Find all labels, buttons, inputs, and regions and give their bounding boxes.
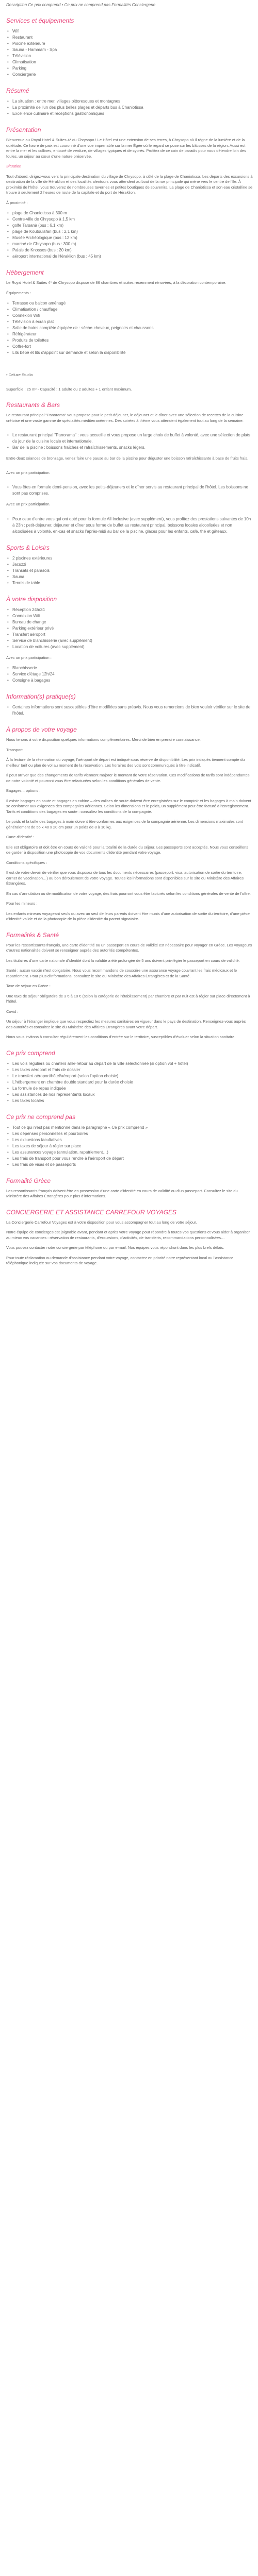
list-item: • Le transfert aéroport/hôtel/aéroport (selon l'option choisie) [6, 1073, 253, 1079]
formalites-paragraph: Taxe de séjour en Grèce : [6, 984, 51, 988]
conciergerie-paragraph: Pour toute réclamation ou demande d'assistance pendant votre voyage, contactez en priorité notre représentant local ou l'assistance téléphonique indiquée sur vos documents de voyage. [6, 1255, 234, 1265]
list-item: • Les assistances de nos représentants locaux [6, 1092, 253, 1098]
services-heading: Services et équipements [6, 17, 74, 24]
situation-label: Situation [6, 164, 22, 168]
list-item: • Conciergerie [6, 72, 253, 78]
list-item: • Transats et parasols [6, 568, 253, 574]
list-item: • Les taxes de séjour à régler sur place [6, 1143, 253, 1149]
apropos-paragraph: Il est de votre devoir de vérifier que vous disposez de tous les documents nécessaires (passeport, visa, autorisation de sortie du territoire, carnet de vaccination…) au bon déroulement de votre voyage. Toutes les informations sont disponibles sur le site du Ministère des Affaires Étrangères. [6, 870, 244, 886]
list-item: • Jacuzzi [6, 562, 253, 568]
apropos-paragraph: Elle est obligatoire et doit être en cours de validité pour la totalité de la durée du séjour. Les passeports sont acceptés. Nous vous conseillons de garder à disposition une photocopie de vos documents d'identité pendant votre voyage. [6, 844, 249, 855]
list-item: • Les frais de visas et de passeports [6, 1162, 253, 1168]
resume-list [6, 98, 253, 117]
list-item: • Parking extérieur privé [6, 625, 253, 632]
formalites-paragraph: Nous vous invitons à consulter régulièrement les conditions d'entrée sur le territoire, susceptibles d'évoluer selon la situation sanitaire. [6, 1035, 236, 1039]
list-item: • Climatisation / chauffage [6, 307, 253, 313]
conciergerie-heading: CONCIERGERIE ET ASSISTANCE CARREFOUR VOYAGES [6, 1208, 177, 1216]
list-item: • La situation : entre mer, villages pittoresques et montagnes [6, 98, 253, 105]
formalite-grece-paragraph: Les ressortissants français doivent être en possession d'une carte d'identité en cours de validité ou d'un passeport. Consultez le site du Ministère des Affaires Étrangères pour plus d'informations. [6, 1188, 238, 1198]
formalites-paragraph: Un séjour à l'étranger implique que vous respectiez les mesures sanitaires en vigueur dans le pays de destination. Renseignez-vous auprès des autorités et consultez le site du Ministère des Affaires Étrangères avant votre départ. [6, 1019, 246, 1029]
list-item: • Télévision à écran plat [6, 319, 253, 325]
list-item: • 2 piscines extérieures [6, 555, 253, 562]
apropos-heading: À propos de votre voyage [6, 726, 77, 733]
list-item: • Transfert aéroport [6, 632, 253, 638]
list-item: • Produits de toilettes [6, 337, 253, 344]
spa-list [6, 665, 253, 684]
list-item: • Centre-ville de Chrysopo à 1,5 km [6, 216, 253, 223]
apropos-paragraph: Il peut arriver que des changements de tarifs viennent majorer le montant de votre réservation. Ces modifications de tarifs sont indépendantes de notre volonté et pourront vous être refacturées selon les conditions générales de vente. [6, 773, 250, 783]
list-item: • Salle de bains complète équipée de : sèche-cheveux, peignoirs et chaussons [6, 325, 253, 331]
list-item: • Terrasse ou balcon aménagé [6, 300, 253, 307]
formalites-paragraph: Une taxe de séjour obligatoire de 3 € à 10 € (selon la catégorie de l'établissement) par chambre et par nuit est à régler sur place directement à l'hôtel. [6, 993, 250, 1004]
conciergerie-paragraph: La Conciergerie Carrefour Voyages est à votre disposition pour vous accompagner tout au long de votre séjour. [6, 1219, 197, 1225]
comprend-list [6, 1061, 253, 1104]
room-type-label: • Deluxe Studio [6, 372, 33, 377]
list-item: • Coffre-fort [6, 344, 253, 350]
list-item: • aéroport international de Héraklion (bus : 45 km) [6, 253, 253, 260]
list-item: • Sauna - Hammam - Spa [6, 47, 253, 53]
allinc-list [6, 516, 253, 535]
apropos-paragraph: Le poids et la taille des bagages à main doivent être conformes aux exigences de la compagnie aérienne. Les dimensions maximales sont généralement de 55 x 40 x 20 cm pour un poids de 8 à 10 kg. [6, 819, 244, 829]
apropos-paragraph: Carte d'identité : [6, 835, 35, 839]
formalites-heading: Formalités & Santé [6, 931, 59, 939]
sports-heading: Sports & Loisirs [6, 544, 50, 551]
list-item: • Consigne à bagages [6, 677, 253, 684]
restaurants-paragraph: Le restaurant principal "Panorama" vous propose pour le petit-déjeuner, le déjeuner et le dîner avec une sélection de recettes de la cuisine crétoise et une vaste gamme de spécialités méditerranéennes. Des soirées à thème vous attendent également tout au long de la semaine. [6, 413, 244, 423]
list-item: • Climatisation [6, 59, 253, 65]
list-item: • Tout ce qui n'est pas mentionné dans le paragraphe « Ce prix comprend » [6, 1125, 253, 1131]
apropos-paragraph: Les enfants mineurs voyageant seuls ou avec un seul de leurs parents doivent être munis d'une autorisation de sortie du territoire, d'une pièce d'identité valide et de la photocopie de la pièce d'identité du parent signataire. [6, 911, 250, 921]
intro-text: Description Ce prix comprend • Ce prix ne comprend pas Formalités Conciergerie [6, 3, 156, 7]
presentation-heading: Présentation [6, 126, 41, 133]
presentation-paragraph: Tout d'abord, dirigez-vous vers la principale destination du village de Chrysopo, à côté de la plage de Chaniotissa. Les départs des excursions à destination de la ville de Héraklion et des localités alentours vous attendent au bout de la rue principale qui mène vers le centre de l'île. À proximité de l'hôtel, vous trouverez de nombreuses tavernes et petites boutiques de souvenirs. La plage de Chaniotissa et son eau cristalline se trouve à seulement 2 heures de route de la capitale et du port de Héraklion. [6, 174, 253, 195]
list-item: • Pour ceux d'entre vous qui ont opté pour la formule All Inclusive (avec supplément), vous profitez des prestations suivantes de 10h à 23h : petit-déjeuner, déjeuner et dîner sous forme de buffet au restaurant principal, boissons locales alcoolisées et non alcoolisées à volonté, en-cas et snacks l'après-midi au bar de la piscine, glaces pour les enfants, café, thé et gâteaux. [6, 516, 253, 535]
apropos-paragraph: En cas d'annulation ou de modification de votre voyage, des frais pourront vous être facturés selon les conditions générales de vente de l'offre. [6, 891, 251, 896]
list-item: • La proximité de l'un des plus belles plages et départs bus à Chaniotissa [6, 105, 253, 111]
equipements-list [6, 300, 253, 356]
formules-list [6, 484, 253, 497]
list-item: • plage de Koutoulafari (bus : 2,1 km) [6, 229, 253, 235]
list-item: • Bureau de change [6, 619, 253, 625]
list-item: • Parking [6, 65, 253, 72]
list-item: • marché de Chrysopo (bus : 300 m) [6, 241, 253, 247]
formalites-paragraph: Les titulaires d'une carte nationale d'identité dont la validité a été prolongée de 5 ans doivent privilégier le passeport en cours de validité. [6, 958, 240, 963]
dispo-list [6, 607, 253, 650]
list-item: • La formule de repas indiquée [6, 1086, 253, 1092]
proximite-heading: À proximité : [6, 200, 28, 205]
room-type-details: Superficie : 25 m² - Capacité : 1 adulte ou 2 adultes + 1 enfant maximum. [6, 386, 132, 392]
list-item: • Les taxes aéroport et frais de dossier [6, 1067, 253, 1073]
hebergement-heading: Hébergement [6, 269, 44, 276]
list-item: • Les dépenses personnelles et pourboires [6, 1131, 253, 1137]
conciergerie-paragraph: Notre équipe de concierges est joignable avant, pendant et après votre voyage pour répondre à toutes vos questions et vous aider à organiser au mieux vos vacances : réservation de restaurants, d'excursions, d'activités, de transferts, recommandations personnalisées… [6, 1230, 250, 1240]
list-item: • Blanchisserie [6, 665, 253, 671]
list-item: • Réfrigérateur [6, 331, 253, 337]
informations-heading: Information(s) pratique(s) [6, 693, 76, 700]
presentation-paragraph: Bienvenue au Royal Hotel & Suites 4* du Chrysopo ! Le Hôtel est une extension de ses terres, à Chrysopo où il règne de la lumière et de la quiétude. Ce havre de paix est couronné d'une vue imprenable sur la mer Égée où le regard se pose sur les bâtisses de la région. Aussi est entre la mer et les collines, entouré de verdure, de villages typiques et de cyprès. Profitez de ce coin de paradis pour vous détendre loin des foules, un séjour au cœur d'une nature préservée. [6, 138, 246, 159]
list-item: • Palais de Knossos (bus : 20 km) [6, 247, 253, 253]
list-item: • Réception 24h/24 [6, 607, 253, 613]
list-item: • Vous êtes en formule demi-pension, avec les petits-déjeuners et le dîner servis au restaurant principal de l'hôtel. Les boissons ne sont pas comprises. [6, 484, 253, 497]
equipements-label: Équipements : [6, 290, 31, 295]
ne-comprend-list [6, 1125, 253, 1168]
comprend-heading: Ce prix comprend [6, 1049, 55, 1057]
list-item: • Les taxes locales [6, 1098, 253, 1104]
list-item: • Les frais de transport pour vous rendre à l'aéroport de départ [6, 1156, 253, 1162]
formalite-grece-heading: Formalité Grèce [6, 1177, 51, 1184]
formules-note: Avec un prix participation. [6, 502, 51, 506]
restaurants-note: Entre deux séances de bronzage, venez faire une pause au bar de la piscine pour déguster une boisson rafraîchissante à base de fruits frais. [6, 456, 249, 461]
formalites-paragraph: Pour les ressortissants français, une carte d'identité ou un passeport en cours de validité est nécessaire pour voyager en Grèce. Les voyageurs d'autres nationalités doivent se renseigner auprès des autorités compétentes. [6, 942, 252, 953]
list-item: • Restaurant [6, 35, 253, 41]
conciergerie-paragraph: Vous pouvez contacter notre conciergerie par téléphone ou par e-mail. Nos équipes vous répondront dans les plus brefs délais. [6, 1245, 224, 1250]
list-item: • Bar de la piscine : boissons fraîches et rafraîchissements, snacks légers. [6, 445, 253, 451]
list-item: • Les assurances voyage (annulation, rapatriement…) [6, 1149, 253, 1156]
list-item: • golfe Tarsanà (bus : 6,1 km) [6, 223, 253, 229]
list-item: • Connexion Wifi [6, 313, 253, 319]
restaurants-heading: Restaurants & Bars [6, 401, 60, 409]
page-content [0, 0, 258, 1276]
list-item: • L'hébergement en chambre double standard pour la durée choisie [6, 1079, 253, 1086]
apropos-paragraph: Pour les mineurs : [6, 901, 38, 906]
list-item: • Connexion Wifi [6, 613, 253, 619]
apropos-paragraph: À la lecture de la réservation du voyage, l'aéroport de départ est indiqué sous réserve de disponibilité. Les prix indiqués tiennent compte du meilleur tarif ou plan de vol au moment de la réservation. Les horaires des vols sont communiqués à titre indicatif. [6, 757, 245, 768]
prix-participation-label: Avec un prix participation : [6, 655, 52, 660]
list-item: • Les excursions facultatives [6, 1137, 253, 1143]
list-item: • Service de blanchisserie (avec supplément) [6, 638, 253, 644]
proximite-list [6, 210, 253, 260]
list-item: • Piscine extérieure [6, 41, 253, 47]
apropos-paragraph: Nous tenons à votre disposition quelques informations complémentaires. Merci de bien en prendre connaissance. [6, 737, 201, 742]
apropos-paragraph: Il existe bagages en soute et bagages en cabine – des valises de soute doivent être enregistrées sur le comptoir et les bagages à main doivent se conformer aux exigences des compagnies aériennes. Selon les dimensions et le poids, un supplément peut être facturé à l'enregistrement. Tarifs et conditions des bagages en soute : consultez les conditions de la compagnie. [6, 798, 251, 814]
list-item: • Musée Archéologique (bus : 12 km) [6, 235, 253, 241]
formalites-paragraph: Covid : [6, 1009, 19, 1014]
restaurants-note: Avec un prix participation. [6, 470, 51, 475]
apropos-paragraph: Conditions spécifiques : [6, 860, 47, 865]
informations-list [6, 704, 253, 717]
list-item: • Le restaurant principal "Panorama" : vous accueille et vous propose un large choix de buffet à volonté, avec une sélection de plats du jour de la cuisine locale et internationale. [6, 432, 253, 445]
apropos-paragraph: Bagages – options : [6, 788, 41, 793]
services-list [6, 28, 253, 78]
list-item: • Certaines informations sont susceptibles d'être modifiées sans préavis. Nous vous remercions de bien vouloir vérifier sur le site de l'hôtel. [6, 704, 253, 717]
list-item: • plage de Chaniotissa à 300 m [6, 210, 253, 216]
list-item: • Wifi [6, 28, 253, 35]
list-item: • Excellence culinaire et réceptions gastronomiques [6, 111, 253, 117]
restaurants-list [6, 432, 253, 451]
ne-comprend-heading: Ce prix ne comprend pas [6, 1113, 76, 1121]
list-item: • Service d'étage 12h/24 [6, 671, 253, 677]
list-item: • Tennis de table [6, 580, 253, 586]
list-item: • Lits bébé et lits d'appoint sur demande et selon la disponibilité [6, 350, 253, 356]
list-item: • Les vols réguliers ou charters aller-retour au départ de la ville sélectionnée (si option vol + hôtel) [6, 1061, 253, 1067]
resume-heading: Résumé [6, 87, 29, 94]
formalites-paragraph: Santé : aucun vaccin n'est obligatoire. Nous vous recommandons de souscrire une assurance voyage couvrant les frais médicaux et le rapatriement. Pour plus d'informations, consultez le site du Ministère des Affaires Étrangères et de la Santé. [6, 968, 237, 978]
hebergement-paragraph: Le Royal Hotel & Suites 4* de Chrysopo dispose de 86 chambres et suites récemment rénovées, à la décoration contemporaine. [6, 280, 227, 285]
apropos-paragraph: Transport [6, 747, 23, 752]
list-item: • Sauna [6, 574, 253, 580]
list-item: • Télévision [6, 53, 253, 59]
list-item: • Location de voitures (avec supplément) [6, 644, 253, 650]
sports-list [6, 555, 253, 586]
dispo-heading: À votre disposition [6, 595, 57, 603]
